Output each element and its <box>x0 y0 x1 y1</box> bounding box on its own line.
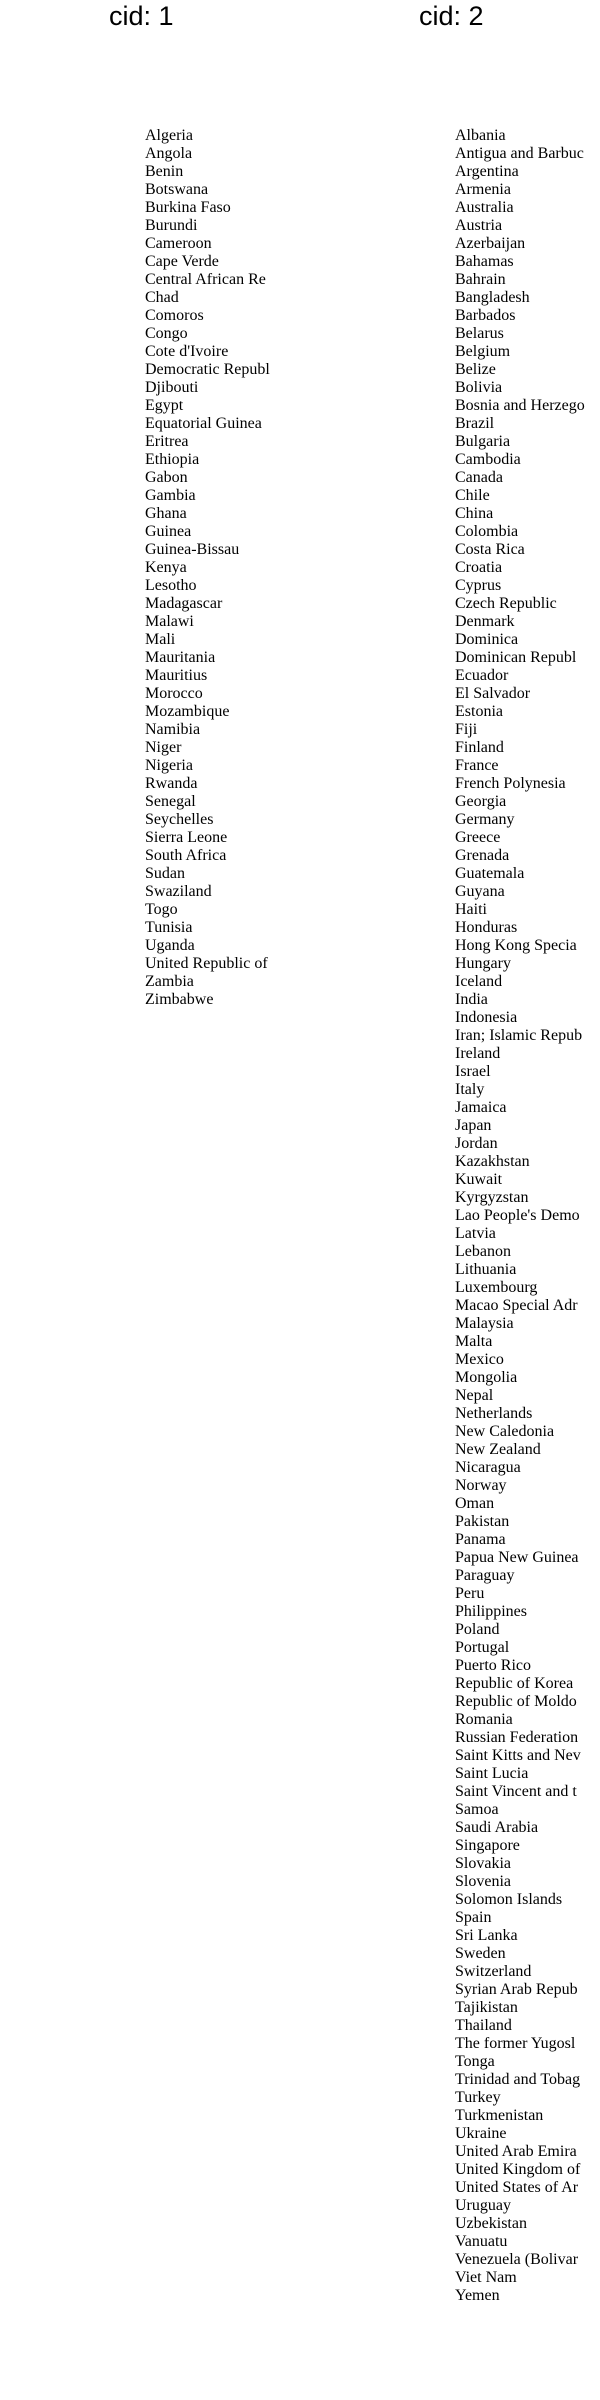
list-item: Israel <box>455 1063 491 1080</box>
list-item: Ghana <box>145 505 187 522</box>
list-item: Pakistan <box>455 1513 510 1530</box>
list-item: Seychelles <box>145 811 214 828</box>
list-item: Ethiopia <box>145 451 200 468</box>
list-item: Czech Republic <box>455 595 557 612</box>
list-item: Guinea-Bissau <box>145 541 240 558</box>
list-item: Panama <box>455 1531 506 1548</box>
list-item: Jordan <box>455 1135 498 1152</box>
list-item: Sweden <box>455 1945 506 1962</box>
list-item: Hungary <box>455 955 511 972</box>
list-item: Gabon <box>145 469 188 486</box>
list-item: Fiji <box>455 721 478 738</box>
list-item: Angola <box>145 145 193 162</box>
list-item: Sudan <box>145 865 185 882</box>
list-item: Cameroon <box>145 235 212 252</box>
list-item: Bahrain <box>455 271 506 288</box>
list-item: Mexico <box>455 1351 504 1368</box>
list-item: Guyana <box>455 883 505 900</box>
list-item: Mali <box>145 631 176 648</box>
list-item: Tunisia <box>145 919 193 936</box>
list-item: Uruguay <box>455 2197 511 2214</box>
list-item: Togo <box>145 901 178 918</box>
list-item: Venezuela (Bolivar <box>455 2251 579 2268</box>
list-item: Ireland <box>455 1045 501 1062</box>
list-item: Puerto Rico <box>455 1657 531 1674</box>
list-item: Burkina Faso <box>145 199 231 216</box>
list-item: Japan <box>455 1117 492 1134</box>
list-item: Algeria <box>145 127 193 144</box>
list-item: Nigeria <box>145 757 193 774</box>
list-item: Macao Special Adr <box>455 1297 578 1314</box>
list-item: Jamaica <box>455 1099 507 1116</box>
list-item: Sierra Leone <box>145 829 228 846</box>
list-item: China <box>455 505 494 522</box>
list-item: Ecuador <box>455 667 509 684</box>
list-item: Saint Vincent and t <box>455 1783 577 1800</box>
list-item: Chile <box>455 487 490 504</box>
list-item: Cote d'Ivoire <box>145 343 229 360</box>
list-item: Vanuatu <box>455 2233 508 2250</box>
list-item: Paraguay <box>455 1567 515 1584</box>
list-item: Kyrgyzstan <box>455 1189 529 1206</box>
list-item: Republic of Moldo <box>455 1693 577 1710</box>
list-item: Cyprus <box>455 577 502 594</box>
list-item: The former Yugosl <box>455 2035 576 2052</box>
list-item: Brazil <box>455 415 495 432</box>
list-item: Comoros <box>145 307 204 324</box>
list-item: Solomon Islands <box>455 1891 563 1908</box>
list-item: New Zealand <box>455 1441 541 1458</box>
list-item: Senegal <box>145 793 196 810</box>
list-item: Zimbabwe <box>145 991 214 1008</box>
list-item: Nicaragua <box>455 1459 521 1476</box>
list-item: United Kingdom of <box>455 2161 581 2178</box>
list-item: Argentina <box>455 163 519 180</box>
list-item: Slovenia <box>455 1873 511 1890</box>
list-item: Lebanon <box>455 1243 511 1260</box>
list-item: Austria <box>455 217 503 234</box>
list-item: Cambodia <box>455 451 521 468</box>
list-item: Spain <box>455 1909 492 1926</box>
list-item: Papua New Guinea <box>455 1549 579 1566</box>
list-item: Congo <box>145 325 188 342</box>
list-item: Bosnia and Herzego <box>455 397 585 414</box>
list-item: Netherlands <box>455 1405 533 1422</box>
list-item: Albania <box>455 127 506 144</box>
list-item: Peru <box>455 1585 485 1602</box>
list-item: Niger <box>145 739 182 756</box>
list-item: Trinidad and Tobag <box>455 2071 581 2088</box>
list-item: Switzerland <box>455 1963 532 1980</box>
list-item: Italy <box>455 1081 485 1098</box>
list-item: Grenada <box>455 847 510 864</box>
list-item: Armenia <box>455 181 511 198</box>
list-item: Romania <box>455 1711 513 1728</box>
list-item: Bulgaria <box>455 433 511 450</box>
list-item: Egypt <box>145 397 184 414</box>
list-item: Malaysia <box>455 1315 514 1332</box>
list-item: Belize <box>455 361 496 378</box>
list-item: Djibouti <box>145 379 199 396</box>
list-item: El Salvador <box>455 685 531 702</box>
list-item: Syrian Arab Repub <box>455 1981 578 1998</box>
list-item: Colombia <box>455 523 519 540</box>
list-item: Luxembourg <box>455 1279 538 1296</box>
list-item: Saudi Arabia <box>455 1819 539 1836</box>
list-item: New Caledonia <box>455 1423 555 1440</box>
list-item: Sri Lanka <box>455 1927 518 1944</box>
list-item: Slovakia <box>455 1855 511 1872</box>
list-item: Republic of Korea <box>455 1675 574 1692</box>
list-item: Equatorial Guinea <box>145 415 262 432</box>
list-item: Thailand <box>455 2017 512 2034</box>
list-item: Democratic Republ <box>145 361 270 378</box>
list-item: Mozambique <box>145 703 230 720</box>
list-item: Namibia <box>145 721 201 738</box>
list-item: Bolivia <box>455 379 503 396</box>
list-item: Bahamas <box>455 253 514 270</box>
list-item: Hong Kong Specia <box>455 937 577 954</box>
list-item: Indonesia <box>455 1009 518 1026</box>
list-item: United Republic of <box>145 955 268 972</box>
list-item: Lao People's Demo <box>455 1207 580 1224</box>
list-item: Mongolia <box>455 1369 518 1386</box>
list-item: France <box>455 757 499 774</box>
list-item: Uzbekistan <box>455 2215 527 2232</box>
list-item: Chad <box>145 289 179 306</box>
list-item: Croatia <box>455 559 503 576</box>
list-item: Nepal <box>455 1387 494 1404</box>
list-item: Malawi <box>145 613 194 630</box>
list-item: Lithuania <box>455 1261 517 1278</box>
list-item: Swaziland <box>145 883 212 900</box>
list-item: Burundi <box>145 217 198 234</box>
list-item: Australia <box>455 199 514 216</box>
list-item: Antigua and Barbuc <box>455 145 584 162</box>
list-item: Singapore <box>455 1837 520 1854</box>
list-item: Latvia <box>455 1225 496 1242</box>
list-item: Malta <box>455 1333 493 1350</box>
list-item: Belgium <box>455 343 511 360</box>
column-1-header: cid: 1 <box>109 1 174 31</box>
list-item: Haiti <box>455 901 487 918</box>
list-item: India <box>455 991 488 1008</box>
list-item: Dominica <box>455 631 519 648</box>
list-item: Estonia <box>455 703 503 720</box>
list-item: French Polynesia <box>455 775 566 792</box>
list-item: Kazakhstan <box>455 1153 530 1170</box>
list-item: Dominican Republ <box>455 649 577 666</box>
list-item: Eritrea <box>145 433 189 450</box>
list-item: Zambia <box>145 973 194 990</box>
list-item: Kenya <box>145 559 187 576</box>
list-item: Yemen <box>455 2287 500 2304</box>
list-item: Rwanda <box>145 775 198 792</box>
list-item: Botswana <box>145 181 209 198</box>
list-item: Guatemala <box>455 865 525 882</box>
list-item: Iceland <box>455 973 503 990</box>
list-item: Oman <box>455 1495 495 1512</box>
list-item: Madagascar <box>145 595 223 612</box>
list-item: Saint Kitts and Nev <box>455 1747 581 1764</box>
list-item: Azerbaijan <box>455 235 526 252</box>
list-item: Uganda <box>145 937 195 954</box>
list-item: Tajikistan <box>455 1999 518 2016</box>
column-1-country-list <box>145 127 290 1009</box>
list-item: Samoa <box>455 1801 499 1818</box>
list-item: South Africa <box>145 847 227 864</box>
list-item: Viet Nam <box>455 2269 517 2286</box>
list-item: Germany <box>455 811 515 828</box>
list-item: Finland <box>455 739 504 756</box>
list-item: Portugal <box>455 1639 510 1656</box>
list-item: Central African Re <box>145 271 266 288</box>
list-item: Norway <box>455 1477 507 1494</box>
list-item: Lesotho <box>145 577 197 594</box>
list-item: Morocco <box>145 685 203 702</box>
list-item: Turkmenistan <box>455 2107 544 2124</box>
list-item: Gambia <box>145 487 196 504</box>
list-item: Denmark <box>455 613 515 630</box>
list-item: Ukraine <box>455 2125 507 2142</box>
list-item: Saint Lucia <box>455 1765 529 1782</box>
list-item: Iran; Islamic Repub <box>455 1027 583 1044</box>
column-2-header: cid: 2 <box>419 1 484 31</box>
list-item: Poland <box>455 1621 500 1638</box>
list-item: Honduras <box>455 919 518 936</box>
list-item: Cape Verde <box>145 253 219 270</box>
list-item: Barbados <box>455 307 516 324</box>
list-item: United Arab Emira <box>455 2143 577 2160</box>
list-item: Canada <box>455 469 503 486</box>
list-item: Greece <box>455 829 501 846</box>
list-item: Tonga <box>455 2053 495 2070</box>
list-item: Kuwait <box>455 1171 503 1188</box>
list-item: Belarus <box>455 325 504 342</box>
list-item: Guinea <box>145 523 192 540</box>
list-item: Georgia <box>455 793 507 810</box>
list-item: United States of Ar <box>455 2179 579 2196</box>
list-item: Mauritius <box>145 667 208 684</box>
list-item: Benin <box>145 163 184 180</box>
list-item: Mauritania <box>145 649 216 666</box>
list-item: Bangladesh <box>455 289 530 306</box>
list-item: Costa Rica <box>455 541 525 558</box>
column-2-country-list <box>455 127 600 2305</box>
list-item: Philippines <box>455 1603 528 1620</box>
list-item: Russian Federation <box>455 1729 579 1746</box>
list-item: Turkey <box>455 2089 501 2106</box>
